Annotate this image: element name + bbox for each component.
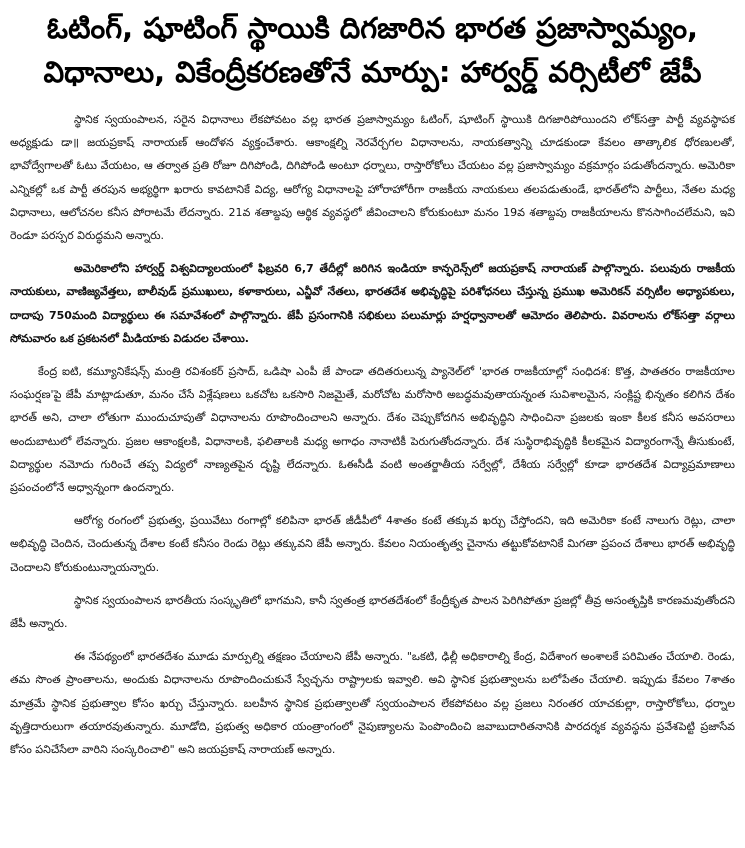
article-body bbox=[10, 108, 735, 761]
article-paragraph-4: ఆరోగ్య రంగంలో ప్రభుత్వ, ప్రయివేటు రంగాల్లో కలిపినా భారత్ జీడీపీలో 4శాతం కంటే తక్కువ ఖర్చు చేస్తోందని, ఇది అమెరికా కంటే నాలుగు రెట్లు, చాలా అభివృద్ధి చెందిన, చెందుతున్న దేశాల కంటే కనీసం రెండు రెట్లు తక్కువని జేపీ అన్నారు. కేవలం నియంతృత్వ చైనాను తట్టుకోవటానికే మిగతా ప్రపంచ దేశాలు భారత్ అభివృద్ధి చెందాలని కోరుకుంటున్నాయన్నారు. bbox=[10, 514, 735, 574]
headline-line-2: విధానాలు, వికేంద్రీకరణతోనే మార్పు: హార్వర్డ్ వర్సిటీలో జేపీ bbox=[43, 55, 702, 89]
article-paragraph-6: ఈ నేపథ్యంలో భారతదేశం మూడు మార్పుల్ని తక్షణం చేయాలని జేపీ అన్నారు. "ఒకటి, ఢిల్లీ అధికారాల్ని కేంద్ర, విదేశాంగ అంశాలకే పరిమితం చేయాలి. రెండు, తమ సొంత ప్రాంతాలను, అందుకు విధానాలను రూపొందించుకునే స్వేచ్ఛను రాష్ట్రాలకు ఇవ్వాలి. అవి స్థానిక ప్రభుత్వాలను బలోపేతం చేయాలి. ఇప్పుడు కేవలం 7శాతం మాత్రమే స్థానిక ప్రభుత్వాల కోసం ఖర్చు చేస్తున్నారు. బలహీన స్థానిక ప్రభుత్వాలతో స్వయంపాలన లేకపోవటం వల్ల ప్రజలు నిరంతర యాచకుల్లా, రాస్తారోకోలు, ధర్నాల వృత్తిదారులుగా తయారవుతున్నారు. మూడోది, ప్రభుత్వ అధికార యంత్రాంగంలో నైపుణ్యాలను పెంపొందించి జవాబుదారితనానికి పారదర్శక వ్యవస్థను ప్రవేశపెట్టి ప్రజాసేవ కోసం పనిచేసేలా వారిని సంస్కరించాలి" అని జయప్రకాష్ నారాయణ్ అన్నారు. bbox=[10, 650, 735, 757]
article-paragraph-3: కేంద్ర ఐటి, కమ్యూనికేషన్స్ మంత్రి రవిశంకర్ ప్రసాద్, ఒడిషా ఎంపీ జే పాండా తదితరులున్న ప్యానెల్‌లో 'భారత రాజకీయాల్లో సంధిదశ: కొత్త, పాతతరం రాజకీయాల సంఘర్షణ'పై జేపీ మాట్లాడుతూ, మనం చేసే విశ్లేషణలు ఒకచోట ఒకసారి నిజమైతే, మరోచోట మరోసారి అబద్ధమవుతాయన్నంత సువిశాలమైన, సంక్లిష్ట భిన్నతం కలిగిన దేశం భారత్ అని, చాలా లోతుగా ముందుచూపుతో విధానాలను రూపొందించాలని అన్నారు. దేశం చెప్పుకోదగిన అభివృద్ధిని సాధించినా ప్రజలకు ఇంకా కీలక కనీస అవసరాలు అందుబాటులో లేవన్నారు. ప్రజల ఆకాంక్షలకి, విధానాలకి, ఫలితాలకి మధ్య అగాధం నానాటికీ పెరుగుతోందన్నారు. దేశ సుస్థిరాభివృద్ధికి కీలకమైన విద్యారంగాన్నే తీసుకుంటే, విద్యార్థుల నమోదు గురించే తప్ప విద్యలో నాణ్యతపైన దృష్టి లేదన్నారు. ఓఈసీడీ వంటి అంతర్జాతీయ సర్వేల్లో, దేశీయ సర్వేల్లో కూడా భారతదేశ విద్యాప్రమాణాలు ప్రపంచంలోనే అధ్వాన్నంగా ఉందన్నారు. bbox=[10, 365, 735, 495]
headline-line-1: ఓటింగ్, షూటింగ్ స్థాయికి దిగజారిన భారత ప్రజాస్వామ్యం, bbox=[46, 11, 699, 45]
article-paragraph-5: స్థానిక స్వయంపాలన భారతీయ సంస్కృతిలో భాగమని, కానీ స్వతంత్ర భారతదేశంలో కేంద్రీకృత పాలన పెరిగిపోతూ ప్రజల్లో తీవ్ర అసంతృప్తికి కారణమవుతోందని జేపీ అన్నారు. bbox=[10, 593, 735, 631]
article-headline bbox=[10, 6, 735, 94]
article-paragraph-2: అమెరికాలోని హార్వర్డ్ విశ్వవిద్యాలయంలో ఫిబ్రవరి 6,7 తేదీల్లో జరిగిన ఇండియా కాన్ఫరెన్స్‌లో జయప్రకాష్ నారాయణ్ పాల్గొన్నారు. పలువురు రాజకీయ నాయకులు, వాణిజ్యవేత్తలు, బాలీవుడ్ ప్రముఖులు, కళాకారులు, ఎన్జీవో నేతలు, భారతదేశ అభివృద్ధిపై పరిశోధనలు చేస్తున్న ప్రముఖ అమెరికన్ వర్సిటీల అధ్యాపకులు, దాదాపు 750మంది విద్యార్థులు ఈ సమావేశంలో పాల్గొన్నారు. జేపీ ప్రసంగానికి సభికులు పలుమార్లు హర్షధ్వానాలతో ఆమోదం తెలిపారు. వివరాలను లోక్‌సత్తా వర్గాలు సోమవారం ఒక ప్రకటనలో మీడియాకు విడుదల చేశాయి. bbox=[10, 262, 735, 345]
article-paragraph-1: స్థానిక స్వయంపాలన, సరైన విధానాలు లేకపోవటం వల్ల భారత ప్రజాస్వామ్యం ఓటింగ్, షూటింగ్ స్థాయికి దిగజారిపోయిందని లోక్‌సత్తా పార్టీ వ్యవస్థాపక అధ్యక్షుడు డా॥ జయప్రకాష్ నారాయణ్ ఆందోళన వ్యక్తంచేశారు. ఆకాంక్షల్ని నెరవేర్చగల విధానాలను, నాయకత్వాన్ని చూడకుండా కేవలం తాత్కాలిక ధోరణులతో, భావోద్వేగాలతో ఓటు వేయటం, ఆ తర్వాత ప్రతి రోజూ దిగిపోండి, దిగిపోండి అంటూ ధర్నాలు, రాస్తారోకోలు చేయటం వల్ల ప్రజాస్వామ్యం వక్రమార్గం పడుతోందన్నారు. అమెరికా ఎన్నికల్లో ఒక పార్టీ తరపున అభ్యర్థిగా ఖరారు కావటానికే విద్య, ఆరోగ్య విధానాలపై హోరాహోరీగా రాజకీయ నాయకులు తలపడుతుండే, భారత్‌లోని పార్టీలు, నేతల మధ్య విధానాలు, ఆలోచనల కనీస పోరాటమే లేదన్నారు. 21వ శతాబ్దపు ఆర్థిక వ్యవస్థలో జీవించాలని కోరుకుంటూ మనం 19వ శతాబ్దపు రాజకీయాలను కొనసాగించలేమని, ఇవి రెండూ పరస్పర విరుద్ధమని అన్నారు. bbox=[10, 113, 735, 243]
